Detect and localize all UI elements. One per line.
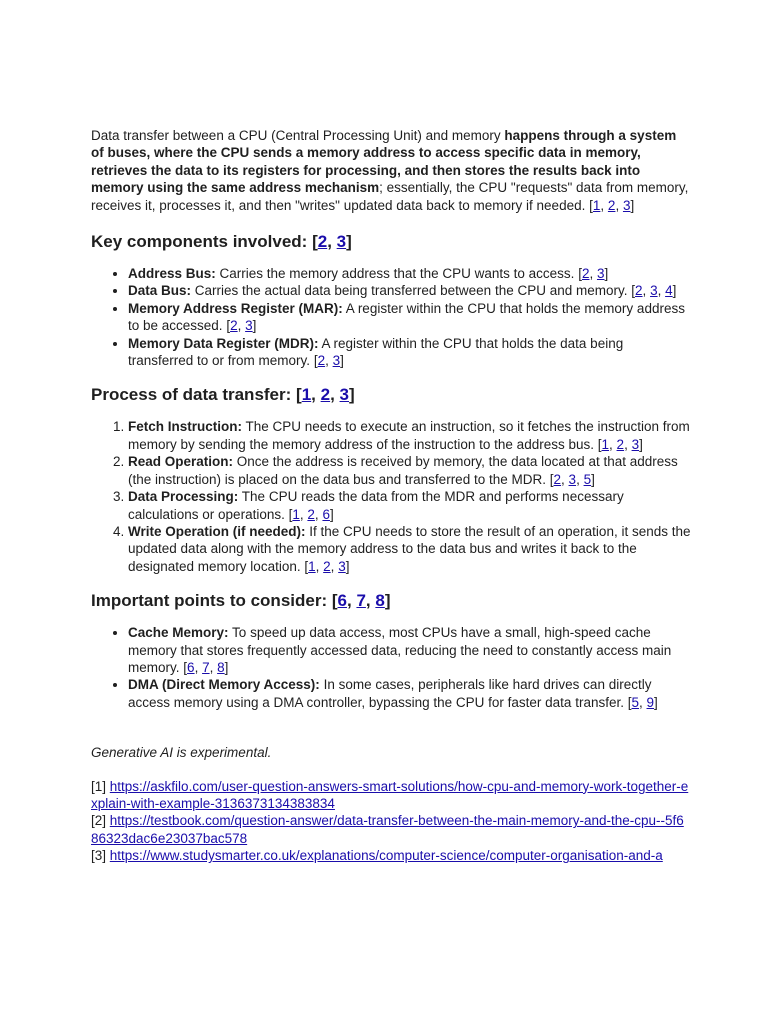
list-item-text: If the CPU needs to store the result of an operation, it sends the updated data along with the memory address to the data bus and writes it back to the designated memory location. bbox=[128, 523, 691, 574]
citation-group: [1, 2, 3] bbox=[296, 385, 355, 405]
citation-group: [2, 3, 4] bbox=[631, 283, 677, 299]
citation-group: [5, 9] bbox=[627, 694, 658, 710]
source-label: [2] bbox=[91, 813, 107, 829]
citation-link[interactable]: 3 bbox=[631, 436, 640, 452]
citation-link[interactable]: 2 bbox=[607, 197, 616, 213]
citation-link[interactable]: 5 bbox=[583, 471, 592, 487]
citation-link[interactable]: 2 bbox=[317, 353, 326, 369]
list-item-text: The CPU reads the data from the MDR and performs necessary calculations or operations. bbox=[128, 489, 624, 522]
citation-link[interactable]: 3 bbox=[338, 558, 346, 574]
citation-link[interactable]: 2 bbox=[307, 506, 315, 522]
citation-link[interactable]: 8 bbox=[217, 659, 225, 675]
list-item-term: Read Operation: bbox=[128, 454, 234, 470]
list-item-text: Carries the memory address that the CPU wants to access. bbox=[215, 266, 575, 282]
list-item-term: Data Processing: bbox=[128, 489, 239, 505]
citation-link[interactable]: 6 bbox=[322, 506, 330, 522]
list-item-text: The CPU needs to execute an instruction, so it fetches the instruction from memory by sending the memory address of the instruction to the address bus. bbox=[128, 419, 690, 452]
citation-link[interactable]: 3 bbox=[568, 471, 577, 487]
key-components-list bbox=[91, 265, 691, 369]
citation-group: [2, 3, 5] bbox=[549, 471, 595, 487]
citation-group: [2, 3] bbox=[226, 318, 257, 334]
list-item-text: In some cases, peripherals like hard drives can directly access memory using a DMA controller, bypassing the CPU for faster data transfer. bbox=[128, 677, 652, 710]
citation-link[interactable]: 4 bbox=[665, 283, 673, 299]
citation-link[interactable]: 7 bbox=[356, 591, 366, 611]
citation-link[interactable]: 7 bbox=[202, 659, 210, 675]
citation-link[interactable]: 3 bbox=[596, 266, 605, 282]
list-item-term: Data Bus: bbox=[128, 283, 192, 299]
intro-paragraph bbox=[91, 127, 691, 214]
citation-link[interactable]: 3 bbox=[622, 197, 631, 213]
list-item bbox=[128, 453, 691, 488]
list-item-term: Fetch Instruction: bbox=[128, 419, 242, 435]
citation-link[interactable]: 3 bbox=[650, 283, 658, 299]
list-item bbox=[128, 418, 691, 453]
source-label: [3] bbox=[91, 848, 107, 864]
section-heading-important-points: Important points to consider: [6, 7, 8] bbox=[91, 591, 391, 611]
citation-link[interactable]: 2 bbox=[230, 318, 238, 334]
process-steps-list bbox=[91, 418, 691, 575]
citation-group: [2, 3] bbox=[313, 353, 344, 369]
list-item bbox=[128, 523, 691, 575]
list-item bbox=[128, 624, 691, 676]
citation-link[interactable]: 1 bbox=[592, 197, 601, 213]
citation-link[interactable]: 6 bbox=[337, 591, 347, 611]
citation-link[interactable]: 1 bbox=[292, 506, 300, 522]
citation-link[interactable]: 3 bbox=[339, 385, 350, 405]
source-link[interactable]: https://www.studysmarter.co.uk/explanations/computer-science/computer-organisation-and-a bbox=[109, 848, 663, 864]
citation-link[interactable]: 5 bbox=[631, 694, 640, 710]
citation-link[interactable]: 1 bbox=[301, 385, 312, 405]
list-item-term: Cache Memory: bbox=[128, 625, 229, 641]
list-item bbox=[128, 265, 691, 282]
citation-link[interactable]: 2 bbox=[553, 471, 562, 487]
sources-list bbox=[91, 778, 691, 865]
list-item-text: Once the address is received by memory, the data located at that address (the instruction) is placed on the data bus and transferred to the MDR. bbox=[128, 454, 678, 487]
citation-link[interactable]: 8 bbox=[375, 591, 385, 611]
citation-link[interactable]: 2 bbox=[323, 558, 331, 574]
citation-link[interactable]: 2 bbox=[317, 232, 328, 252]
citation-group: [1, 2, 3] bbox=[597, 436, 643, 452]
citation-link[interactable]: 3 bbox=[336, 232, 347, 252]
list-item bbox=[128, 676, 691, 711]
list-item bbox=[128, 282, 691, 299]
section-heading-key-components: Key components involved: [2, 3] bbox=[91, 232, 352, 252]
ai-disclaimer: Generative AI is experimental. bbox=[91, 745, 272, 761]
list-item bbox=[128, 300, 691, 335]
citation-group: [1, 2, 3] bbox=[589, 197, 635, 213]
list-item bbox=[128, 335, 691, 370]
citation-group: [2, 3] bbox=[312, 232, 352, 252]
citation-group: [6, 7, 8] bbox=[331, 591, 391, 611]
source-item bbox=[91, 812, 691, 847]
citation-group: [1, 2, 6] bbox=[288, 506, 334, 522]
source-item bbox=[91, 847, 691, 864]
document-body bbox=[91, 127, 691, 865]
list-item-text: A register within the CPU that holds the memory address to be accessed. bbox=[128, 300, 685, 334]
section-heading-process: Process of data transfer: [1, 2, 3] bbox=[91, 385, 355, 405]
citation-link[interactable]: 2 bbox=[616, 436, 625, 452]
list-item-term: DMA (Direct Memory Access): bbox=[128, 677, 320, 693]
intro-bold: happens through a system of buses, where the CPU sends a memory address to access specific data in memory, retrieves the data to its registers for processing, and then stores the results back into memory using the same address mechanism bbox=[91, 128, 677, 196]
citation-link[interactable]: 1 bbox=[308, 558, 316, 574]
list-item-text: A register within the CPU that holds the data being transferred to or from memory. bbox=[128, 335, 624, 369]
citation-link[interactable]: 3 bbox=[245, 318, 253, 334]
source-link[interactable]: https://askfilo.com/user-question-answers-smart-solutions/how-cpu-and-memory-work-together-explain-with-example-3136373134383834 bbox=[91, 778, 689, 811]
source-label: [1] bbox=[91, 778, 107, 794]
list-item-term: Address Bus: bbox=[128, 266, 216, 282]
list-item bbox=[128, 488, 691, 523]
citation-group: [2, 3] bbox=[578, 266, 609, 282]
source-item bbox=[91, 778, 691, 813]
list-item-text: To speed up data access, most CPUs have a small, high-speed cache memory that stores frequently accessed data, reducing the need to constantly access main memory. bbox=[128, 625, 672, 675]
citation-link[interactable]: 9 bbox=[646, 694, 655, 710]
citation-link[interactable]: 6 bbox=[187, 659, 195, 675]
important-points-list bbox=[91, 624, 691, 711]
citation-group: [1, 2, 3] bbox=[304, 558, 350, 574]
citation-link[interactable]: 3 bbox=[332, 353, 341, 369]
list-item-text: Carries the actual data being transferred between the CPU and memory. bbox=[191, 283, 628, 299]
citation-link[interactable]: 1 bbox=[601, 436, 610, 452]
citation-group: [6, 7, 8] bbox=[183, 659, 229, 675]
list-item-term: Memory Address Register (MAR): bbox=[128, 300, 343, 316]
citation-link[interactable]: 2 bbox=[581, 266, 590, 282]
citation-link[interactable]: 2 bbox=[320, 385, 331, 405]
citation-link[interactable]: 2 bbox=[635, 283, 643, 299]
list-item-term: Memory Data Register (MDR): bbox=[128, 335, 319, 351]
source-link[interactable]: https://testbook.com/question-answer/data-transfer-between-the-main-memory-and-the-cpu--5f686323dac6e23037bac578 bbox=[91, 813, 684, 846]
list-item-term: Write Operation (if needed): bbox=[128, 523, 306, 539]
intro-lead: Data transfer between a CPU (Central Processing Unit) and memory bbox=[91, 128, 505, 143]
intro-tail: ; essentially, the CPU "requests" data from memory, receives it, processes it, and then "writes" updated data back to memory if needed. bbox=[91, 180, 689, 213]
